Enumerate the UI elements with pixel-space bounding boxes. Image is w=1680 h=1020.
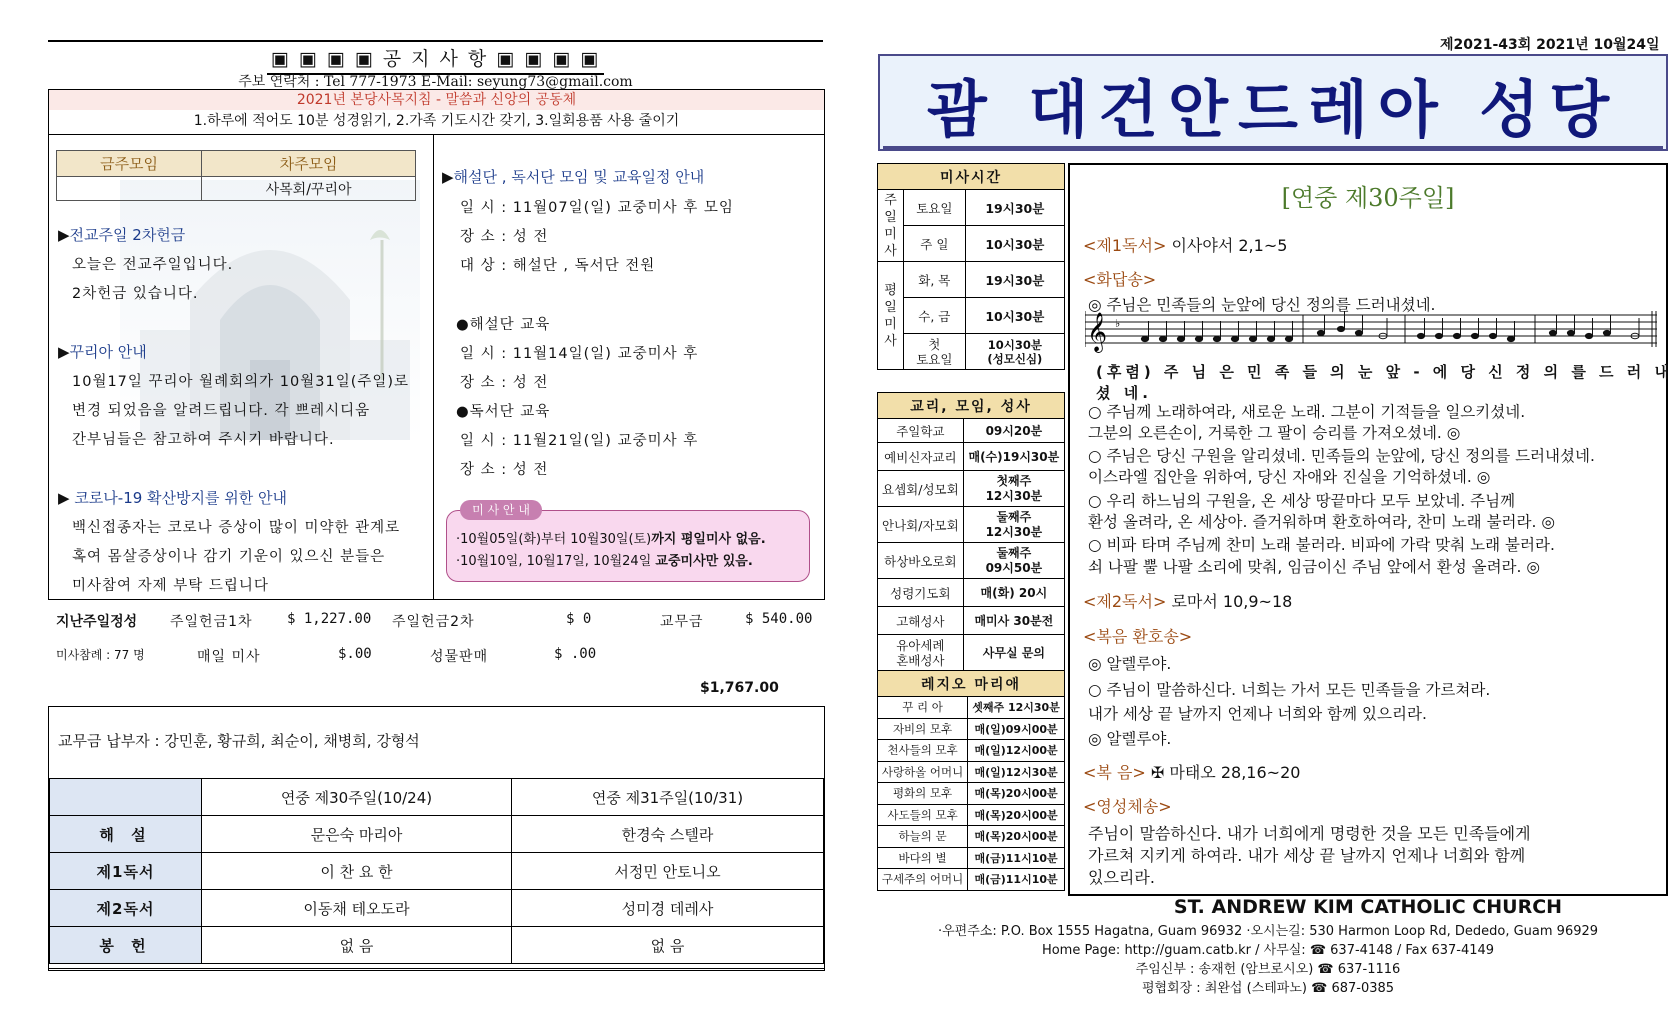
psalm-verse: 이스라엘 집안을 위하여, 당신 자애와 진실을 기억하셨네. ◎ bbox=[1088, 468, 1491, 486]
music-staff-image bbox=[1085, 305, 1657, 355]
lector-training-heading: ●독서단 교육 bbox=[456, 404, 551, 420]
group-time: 둘째주 12시30분 bbox=[963, 507, 1064, 543]
offering-total: $1,767.00 bbox=[700, 680, 779, 696]
section-heading-covid: ▶ 코로나-19 확산방지를 위한 안내 bbox=[58, 489, 287, 507]
legio-name: 바다의 별 bbox=[878, 847, 968, 869]
curia-line: 간부님들은 참고하여 주시기 바랍니다. bbox=[72, 432, 335, 448]
mission-line: 오늘은 전교주일입니다. bbox=[72, 257, 234, 273]
offering-item-name: 교무금 bbox=[660, 614, 704, 630]
mass-day: 주 일 bbox=[904, 226, 966, 262]
this-week-meeting-header: 금주모임 bbox=[57, 151, 202, 177]
group-time: 첫째주 12시30분 bbox=[963, 471, 1064, 507]
communion-line: 주님이 말씀하신다. 내가 너희에게 명령한 것을 모든 민족들에게 bbox=[1088, 824, 1531, 843]
table-row bbox=[50, 890, 824, 927]
group-time: 매(수)19시30분 bbox=[963, 443, 1064, 471]
reader-name: 이동채 테오도라 bbox=[202, 890, 512, 927]
table-row bbox=[50, 816, 824, 853]
mission-line: 2차헌금 있습니다. bbox=[72, 286, 199, 302]
pastor-contact: 주임신부 : 송재헌 (암브로시오) ☎ 637-1116 bbox=[1135, 962, 1401, 977]
lector-row: 일 시 : 11월07일(일) 교중미사 후 모임 bbox=[460, 200, 734, 216]
reader-name: 한경숙 스텔라 bbox=[512, 816, 824, 853]
mass-notice-line: ·10월05일(화)부터 10월30일(토)까지 평일미사 없음. bbox=[456, 532, 766, 547]
communion-line: 있으리라. bbox=[1088, 868, 1155, 887]
section-heading-curia: ▶꾸리아 안내 bbox=[58, 343, 147, 361]
psalm-verse: 환성 올려라, 온 세상아. 즐거워하며 환호하여라, 찬미 노래 불러라. ◎ bbox=[1088, 513, 1555, 531]
meeting-table bbox=[56, 150, 416, 201]
donor-list: 교무금 납부자 : 강민훈, 황규희, 최순이, 채병희, 강형석 bbox=[58, 732, 420, 750]
reader-name: 성미경 데레사 bbox=[512, 890, 824, 927]
legio-name: 자비의 모후 bbox=[878, 718, 968, 740]
next-week-meeting-header: 차주모임 bbox=[202, 151, 416, 177]
mass-time: 10시30분 bbox=[965, 226, 1064, 262]
alleluia-line: ◎ 알렐루야. bbox=[1088, 655, 1172, 673]
liturgy-title: [연중 제30주일] bbox=[1281, 184, 1455, 212]
lector-row: 대 상 : 해설단 , 독서단 전원 bbox=[460, 258, 656, 274]
legio-name: 하늘의 문 bbox=[878, 826, 968, 848]
address-line: ·우편주소: P.O. Box 1555 Hagatna, Guam 96932 ·오시는길: 530 Harmon Loop Rd, Dededo, Guam 96929 bbox=[937, 924, 1599, 939]
legio-name: 구세주의 어머니 bbox=[878, 869, 968, 891]
group-name: 유아세례 혼배성사 bbox=[878, 635, 964, 671]
curia-line: 변경 되었음을 알려드립니다. 각 쁘레시디움 bbox=[72, 403, 371, 419]
notice-title: ▣ ▣ ▣ ▣ 공 지 사 항 ▣ ▣ ▣ ▣ bbox=[48, 44, 823, 75]
group-name: 성령기도회 bbox=[878, 579, 964, 607]
top-rule bbox=[48, 40, 823, 42]
gospel: <복 음> ✠ 마태오 28,16~20 bbox=[1083, 763, 1301, 782]
legio-time: 매(목)20시00분 bbox=[968, 783, 1065, 805]
mass-notice-tag: 미 사 안 내 bbox=[460, 500, 542, 520]
psalm-refrain-lyrics: (후렴) 주 님 은 민 족 들 의 눈 앞 - 에 당 신 정 의 를 드 러 내 셨 네. bbox=[1096, 363, 1673, 402]
psalm-verse: ○ 비파 타며 주님께 찬미 노래 불러라. 비파에 가락 맞춰 노래 불러라. bbox=[1088, 536, 1555, 554]
masthead-underline bbox=[883, 146, 1663, 150]
this-week-meeting-value bbox=[57, 177, 202, 201]
offering-item-name: 주일헌금1차 bbox=[170, 614, 253, 630]
reader-table bbox=[49, 778, 824, 964]
mass-day: 수, 금 bbox=[904, 298, 966, 334]
reader-table-corner bbox=[50, 779, 202, 816]
reader-name: 없 음 bbox=[202, 927, 512, 964]
offering-item-value: $ 540.00 bbox=[745, 611, 813, 627]
legio-name: 평화의 모후 bbox=[878, 783, 968, 805]
reader-role: 제1독서 bbox=[50, 853, 202, 890]
table-row bbox=[50, 927, 824, 964]
group-name: 주일학교 bbox=[878, 419, 964, 443]
group-time: 09시20분 bbox=[963, 419, 1064, 443]
alleluia-line: 내가 세상 끝 날까지 언제나 너희와 함께 있으리라. bbox=[1088, 705, 1427, 723]
mass-times-table bbox=[877, 163, 1065, 370]
sunday-mass-label: 주일미사 bbox=[878, 190, 904, 262]
reader-role: 봉 헌 bbox=[50, 927, 202, 964]
mass-day: 화, 목 bbox=[904, 262, 966, 298]
mass-time: 10시30분 (성모신심) bbox=[965, 334, 1064, 370]
legio-time: 셋째주 12시30분 bbox=[968, 697, 1065, 719]
legio-time: 매(금)11시10분 bbox=[968, 869, 1065, 891]
legio-time: 매(금)11시10분 bbox=[968, 847, 1065, 869]
mass-time: 19시30분 bbox=[965, 262, 1064, 298]
psalm-verse: 쇠 나팔 뿔 나팔 소리에 맞춰, 임금이신 주님 앞에서 환성 올려라. ◎ bbox=[1088, 558, 1540, 576]
box-divider-horizontal bbox=[48, 134, 825, 135]
legio-table bbox=[877, 670, 1065, 891]
council-president-contact: 평협회장 : 최완섭 (스테파노) ☎ 687-0385 bbox=[1141, 981, 1395, 996]
bottom-rule bbox=[48, 968, 825, 971]
mass-day: 토요일 bbox=[904, 190, 966, 226]
group-name: 예비신자교리 bbox=[878, 443, 964, 471]
legio-time: 매(일)12시00분 bbox=[968, 740, 1065, 762]
legio-time: 매(목)20시00분 bbox=[968, 804, 1065, 826]
offering-item-value: $ .00 bbox=[554, 646, 597, 662]
weekday-mass-label: 평일미사 bbox=[878, 262, 904, 370]
communion-label: <영성체송> bbox=[1083, 797, 1172, 816]
offering-label: 지난주일정성 bbox=[56, 614, 138, 630]
reader-name: 없 음 bbox=[512, 927, 824, 964]
communion-line: 가르쳐 지키게 하여라. 내가 세상 끝 날까지 언제나 너희와 함께 bbox=[1088, 846, 1526, 865]
mass-time: 19시30분 bbox=[965, 190, 1064, 226]
section-heading-mission: ▶전교주일 2차헌금 bbox=[58, 226, 186, 244]
church-title: 괌 대건안드레아 성당 bbox=[926, 73, 1620, 146]
psalm-verse: ○ 우리 하느님의 구원을, 온 세상 땅끝마다 모두 보았네. 주님께 bbox=[1088, 492, 1516, 510]
bulletin-contact: 주보 연락처 : Tel 777-1973 E-Mail: seyung73@gmail.com bbox=[238, 74, 633, 90]
offering-item-value: $.00 bbox=[338, 646, 372, 662]
psalm-response: ◎ 주님은 민족들의 눈앞에 당신 정의를 드러내셨네. bbox=[1088, 296, 1436, 314]
issue-number: 제2021-43회 2021년 10월24일 bbox=[1440, 37, 1660, 53]
second-reading: <제2독서> 로마서 10,9~18 bbox=[1083, 592, 1293, 611]
alleluia-label: <복음 환호송> bbox=[1083, 627, 1193, 646]
group-name: 고해성사 bbox=[878, 607, 964, 635]
covid-line: 백신접종자는 코로나 증상이 많이 미약한 관계로 bbox=[72, 520, 401, 536]
offering-item-value: $ 1,227.00 bbox=[287, 611, 372, 627]
attendance: 미사참례 : 77 명 bbox=[56, 648, 145, 662]
curia-line: 10월17일 꾸리아 월례회의가 10월31일(주일)로 bbox=[72, 374, 410, 390]
offering-item-name: 주일헌금2차 bbox=[392, 614, 475, 630]
group-time: 매(화) 20시 bbox=[963, 579, 1064, 607]
commentator-training-row: 장 소 : 성 전 bbox=[460, 375, 549, 391]
legio-name: 꾸 리 아 bbox=[878, 697, 968, 719]
reader-table-header: 연중 제31주일(10/31) bbox=[512, 779, 824, 816]
group-time: 사무실 문의 bbox=[963, 635, 1064, 671]
first-reading: <제1독서> 이사야서 2,1~5 bbox=[1083, 236, 1288, 255]
offering-item-value: $ 0 bbox=[566, 611, 592, 627]
next-week-meeting-value: 사목회/꾸리아 bbox=[202, 177, 416, 201]
svg-text:♭: ♭ bbox=[1115, 317, 1121, 330]
address-line: Home Page: http://guam.catb.kr / 사무실: ☎ 637-4148 / Fax 637-4149 bbox=[1041, 943, 1495, 958]
reader-name: 이 찬 요 한 bbox=[202, 853, 512, 890]
box-divider-vertical bbox=[433, 134, 434, 600]
reader-name: 문은숙 마리아 bbox=[202, 816, 512, 853]
lector-training-row: 장 소 : 성 전 bbox=[460, 462, 549, 478]
legio-name: 천사들의 모후 bbox=[878, 740, 968, 762]
covid-line: 미사참여 자제 부탁 드립니다 bbox=[72, 578, 269, 594]
psalm-label: <화답송> bbox=[1083, 270, 1157, 289]
church-english-name: ST. ANDREW KIM CATHOLIC CHURCH bbox=[1173, 896, 1563, 918]
group-time: 매미사 30분전 bbox=[963, 607, 1064, 635]
groups-table bbox=[877, 392, 1065, 671]
pastoral-points: 1.하루에 적어도 10분 성경읽기, 2.가족 기도시간 갖기, 3.일회용품 사용 줄이기 bbox=[193, 113, 680, 129]
psalm-verse: ○ 주님께 노래하여라, 새로운 노래. 그분이 기적들을 일으키셨네. bbox=[1088, 403, 1526, 421]
group-name: 안나회/자모회 bbox=[878, 507, 964, 543]
alleluia-line: ◎ 알렐루야. bbox=[1088, 730, 1172, 748]
groups-title: 교리, 모임, 성사 bbox=[878, 393, 1065, 419]
reader-table-header: 연중 제30주일(10/24) bbox=[202, 779, 512, 816]
legio-time: 매(일)12시30분 bbox=[968, 761, 1065, 783]
offering-item-name: 성물판매 bbox=[430, 649, 489, 665]
group-name: 하상바오로회 bbox=[878, 543, 964, 579]
group-name: 요셉회/성모회 bbox=[878, 471, 964, 507]
pastoral-guideline: 2021년 본당사목지침 - 말씀과 신앙의 공동체 bbox=[49, 90, 824, 110]
mass-times-title: 미사시간 bbox=[878, 164, 1065, 190]
svg-text:𝄞: 𝄞 bbox=[1087, 312, 1108, 352]
group-time: 둘째주 09시50분 bbox=[963, 543, 1064, 579]
legio-name: 사도들의 모후 bbox=[878, 804, 968, 826]
lector-training-row: 일 시 : 11월21일(일) 교중미사 후 bbox=[460, 433, 699, 449]
legio-title: 레지오 마리애 bbox=[878, 671, 1065, 697]
reader-role: 제2독서 bbox=[50, 890, 202, 927]
commentator-training-row: 일 시 : 11월14일(일) 교중미사 후 bbox=[460, 346, 699, 362]
psalm-verse: 그분의 오른손이, 거룩한 그 팔이 승리를 가져오셨네. ◎ bbox=[1088, 424, 1461, 442]
alleluia-line: ○ 주님이 말씀하신다. 너희는 가서 모든 민족들을 가르쳐라. bbox=[1088, 681, 1491, 699]
covid-line: 혹여 몸살증상이나 감기 기운이 있으신 분들은 bbox=[72, 549, 386, 565]
legio-name: 사랑하올 어머니 bbox=[878, 761, 968, 783]
section-heading-lectors: ▶해설단 , 독서단 모임 및 교육일정 안내 bbox=[442, 168, 705, 186]
mass-time: 10시30분 bbox=[965, 298, 1064, 334]
reader-name: 서정민 안토니오 bbox=[512, 853, 824, 890]
psalm-verse: ○ 주님은 당신 구원을 알리셨네. 민족들의 눈앞에, 당신 정의를 드러내셨네. bbox=[1088, 447, 1595, 465]
reader-role: 해 설 bbox=[50, 816, 202, 853]
offering-item-name: 매일 미사 bbox=[197, 649, 261, 665]
mass-day: 첫 토요일 bbox=[904, 334, 966, 370]
lector-row: 장 소 : 성 전 bbox=[460, 229, 549, 245]
legio-time: 매(목)20시00분 bbox=[968, 826, 1065, 848]
table-row bbox=[50, 853, 824, 890]
mass-notice-line: ·10월10일, 10월17일, 10월24일 교중미사만 있음. bbox=[456, 554, 753, 569]
commentator-training-heading: ●해설단 교육 bbox=[456, 317, 551, 333]
legio-time: 매(일)09시00분 bbox=[968, 718, 1065, 740]
